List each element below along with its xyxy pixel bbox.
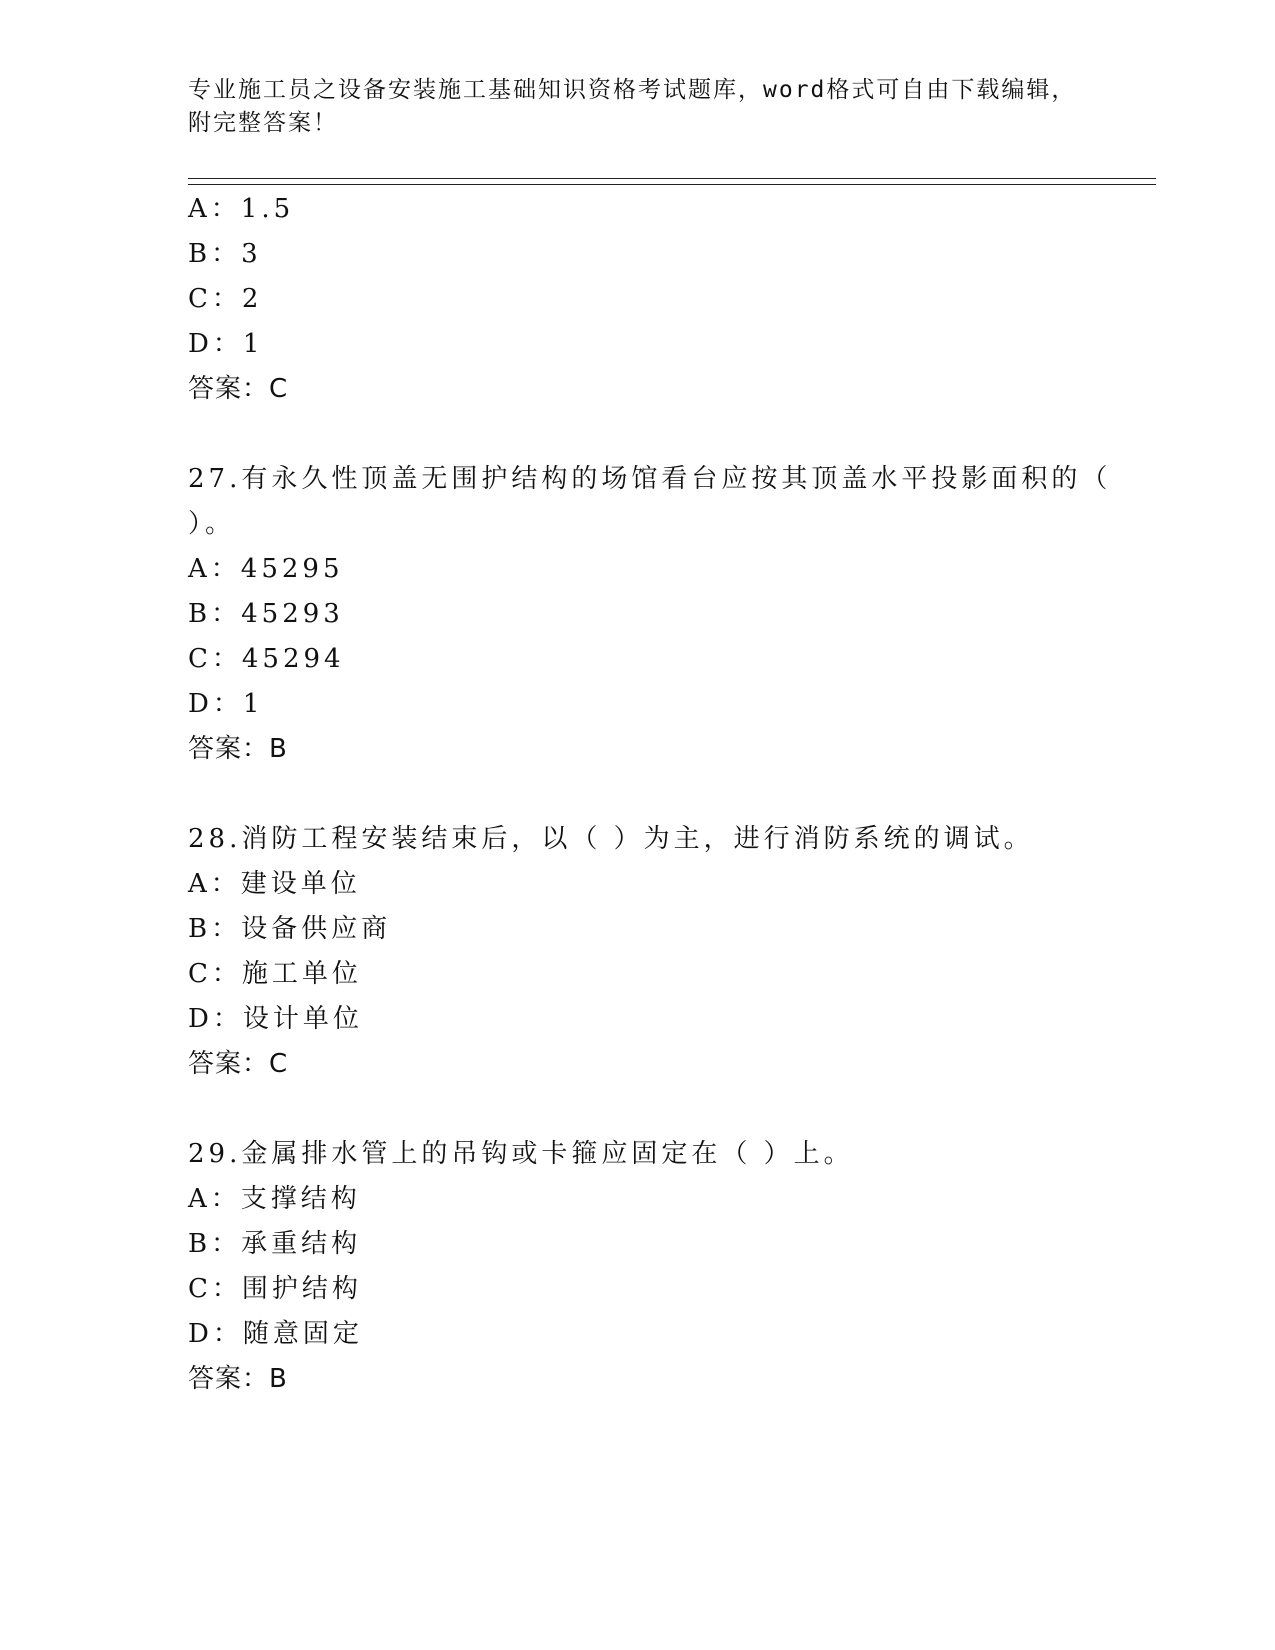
document-header [188,74,1088,140]
q29-option-b: B：承重结构 [188,1229,362,1259]
q28-stem: 28.消防工程安装结束后，以（ ）为主，进行消防系统的调试。 [188,824,1034,854]
q28-option-d: D：设计单位 [188,1004,363,1034]
q27-option-a: A：45295 [188,554,344,584]
q27-option-d: D：1 [188,689,264,719]
q26-option-d: D：1 [188,329,264,359]
q26-option-c: C：2 [188,284,263,314]
q29-option-a: A：支撑结构 [188,1184,361,1214]
q27-stem-line-2: ）。 [188,509,236,539]
q27-stem-line-1: 27.有永久性顶盖无围护结构的场馆看台应按其顶盖水平投影面积的（ [188,464,1112,494]
q29-option-c: C：围护结构 [188,1274,362,1304]
q28-answer: 答案：C [188,1049,289,1079]
q26-option-b: B：3 [188,239,262,269]
header-line-1: 专业施工员之设备安装施工基础知识资格考试题库，word格式可自由下载编辑， [188,77,1077,103]
q27-answer: 答案：B [188,734,288,764]
q29-option-d: D：随意固定 [188,1319,363,1349]
header-line-2: 附完整答案！ [188,110,338,136]
q29-answer: 答案：B [188,1364,288,1394]
q29-stem: 29.金属排水管上的吊钩或卡箍应固定在（ ）上。 [188,1139,854,1169]
q27-option-b: B：45293 [188,599,344,629]
q28-option-b: B：设备供应商 [188,914,392,944]
q27-option-c: C：45294 [188,644,345,674]
q28-option-c: C：施工单位 [188,959,362,989]
header-divider [188,178,1156,185]
q26-option-a: A：1.5 [188,194,295,224]
q28-option-a: A：建设单位 [188,869,361,899]
q26-answer: 答案：C [188,374,289,404]
